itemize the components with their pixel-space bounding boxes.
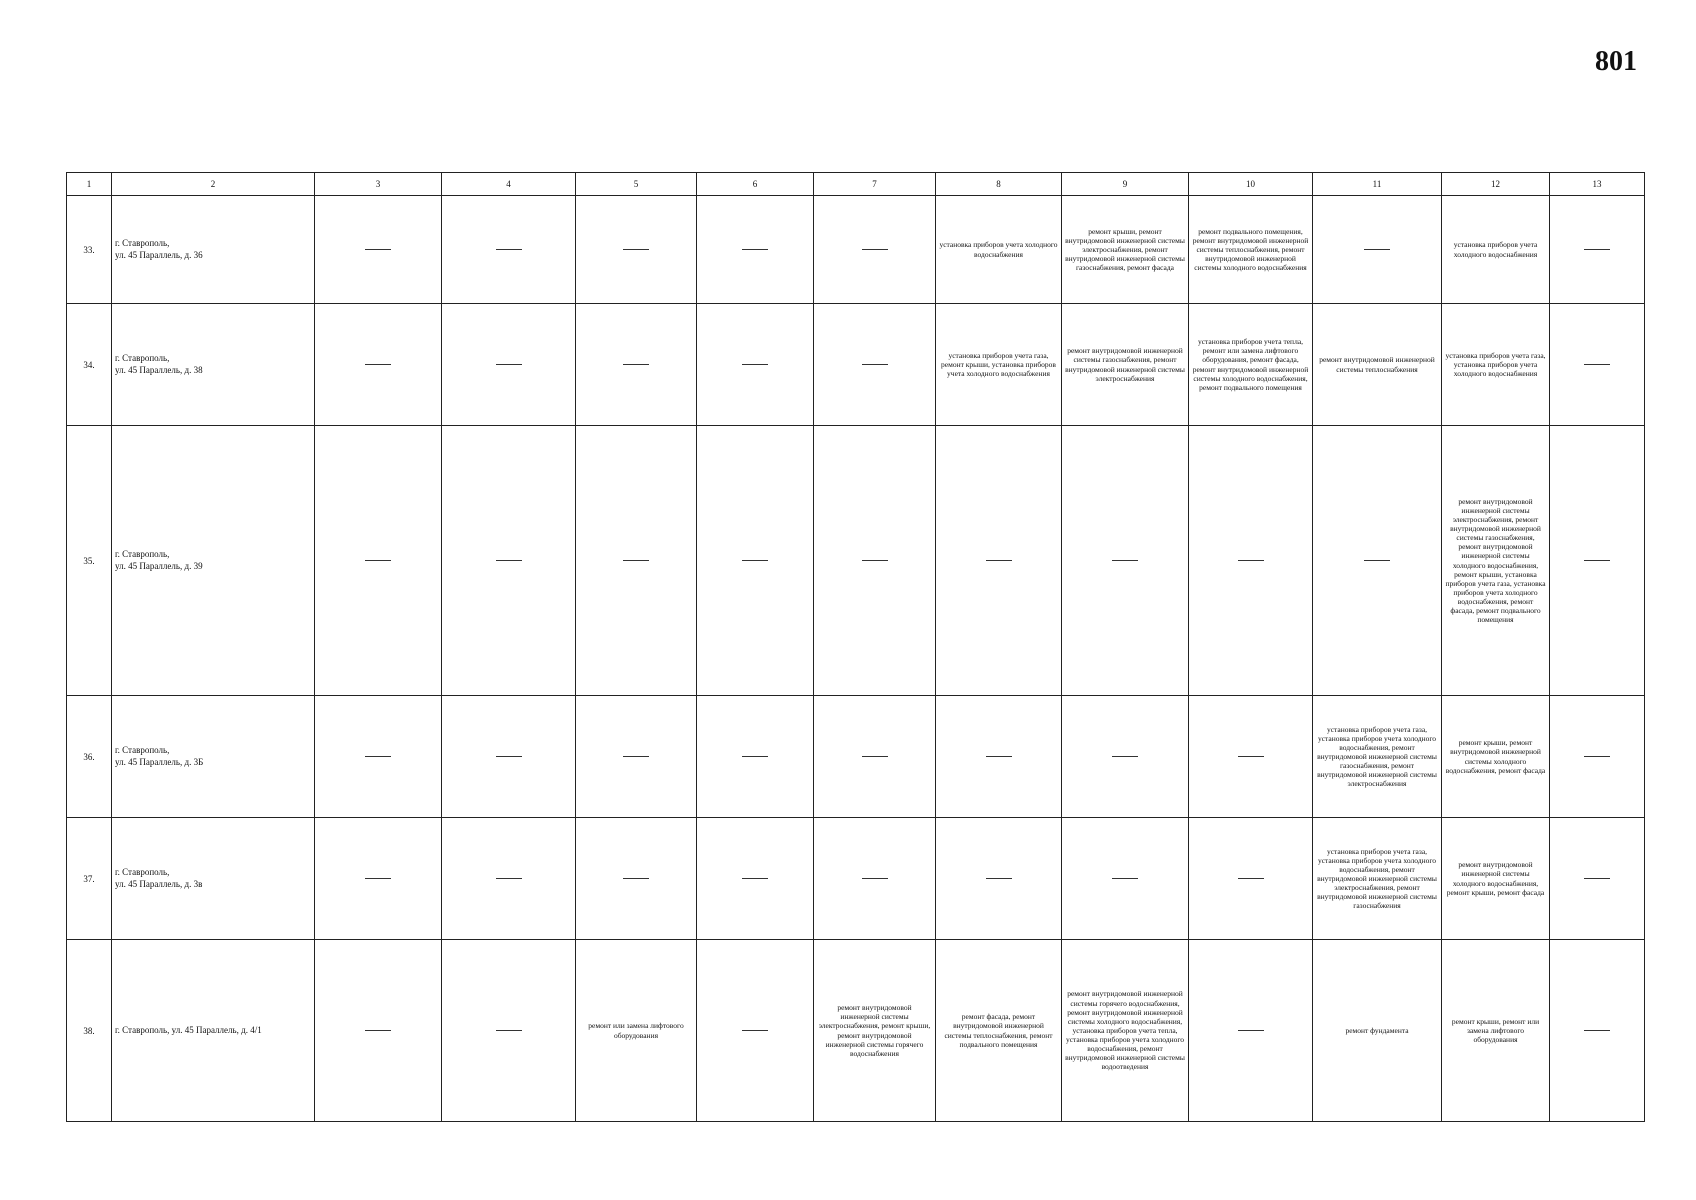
- empty-cell: [697, 940, 814, 1122]
- empty-cell: [1189, 940, 1313, 1122]
- column-number-row: [67, 173, 1645, 196]
- empty-cell: [1062, 426, 1189, 696]
- empty-cell: [1550, 196, 1645, 304]
- empty-cell: [1062, 818, 1189, 940]
- empty-cell: [576, 196, 697, 304]
- column-header: 5: [576, 173, 697, 196]
- empty-cell: [814, 696, 936, 818]
- work-cell: ремонт крыши, ремонт или замена лифтового оборудования: [1442, 940, 1550, 1122]
- table-row: [67, 940, 1645, 1122]
- empty-cell: [697, 696, 814, 818]
- dash-mark: [496, 756, 522, 757]
- dash-mark: [862, 249, 888, 250]
- work-cell: ремонт или замена лифтового оборудования: [576, 940, 697, 1122]
- empty-cell: [1189, 426, 1313, 696]
- dash-mark: [1238, 560, 1264, 561]
- dash-mark: [365, 1030, 391, 1031]
- dash-mark: [742, 1030, 768, 1031]
- dash-mark: [862, 756, 888, 757]
- repair-schedule-table: [66, 172, 1645, 1122]
- dash-mark: [862, 560, 888, 561]
- dash-mark: [1364, 560, 1390, 561]
- dash-mark: [365, 364, 391, 365]
- row-number: 33.: [67, 196, 112, 304]
- work-cell: ремонт фундамента: [1313, 940, 1442, 1122]
- work-cell: установка приборов учета холодного водоснабжения: [1442, 196, 1550, 304]
- address-cell: г. Ставрополь, ул. 45 Параллель, д. 38: [112, 304, 315, 426]
- empty-cell: [1550, 304, 1645, 426]
- dash-mark: [742, 364, 768, 365]
- dash-mark: [742, 560, 768, 561]
- empty-cell: [1550, 940, 1645, 1122]
- dash-mark: [623, 249, 649, 250]
- work-cell: ремонт внутридомовой инженерной системы электроснабжения, ремонт крыши, ремонт внутридомовой инженерной системы горячего водоснабжения: [814, 940, 936, 1122]
- empty-cell: [442, 196, 576, 304]
- row-number: 35.: [67, 426, 112, 696]
- table-body: [67, 196, 1645, 1122]
- empty-cell: [936, 696, 1062, 818]
- column-header: 8: [936, 173, 1062, 196]
- empty-cell: [814, 196, 936, 304]
- column-header: 2: [112, 173, 315, 196]
- address-cell: г. Ставрополь, ул. 45 Параллель, д. 4/1: [112, 940, 315, 1122]
- dash-mark: [623, 756, 649, 757]
- table-row: [67, 696, 1645, 818]
- empty-cell: [1313, 196, 1442, 304]
- work-cell: установка приборов учета газа, установка приборов учета холодного водоснабжения, ремонт внутридомовой инженерной системы газоснабжения, ремонт внутридомовой инженерной системы электроснабжения: [1313, 696, 1442, 818]
- empty-cell: [315, 196, 442, 304]
- table-header: [67, 173, 1645, 196]
- dash-mark: [986, 560, 1012, 561]
- row-number: 37.: [67, 818, 112, 940]
- table-row: [67, 196, 1645, 304]
- empty-cell: [697, 818, 814, 940]
- work-cell: установка приборов учета тепла, ремонт или замена лифтового оборудования, ремонт фасада, ремонт внутридомовой инженерной системы холодного водоснабжения, ремонт подвального помещения: [1189, 304, 1313, 426]
- dash-mark: [742, 756, 768, 757]
- work-cell: ремонт внутридомовой инженерной системы теплоснабжения: [1313, 304, 1442, 426]
- dash-mark: [862, 364, 888, 365]
- column-header: 3: [315, 173, 442, 196]
- empty-cell: [576, 426, 697, 696]
- work-cell: установка приборов учета газа, установка приборов учета холодного водоснабжения: [1442, 304, 1550, 426]
- dash-mark: [1364, 249, 1390, 250]
- empty-cell: [1189, 696, 1313, 818]
- empty-cell: [1550, 696, 1645, 818]
- column-header: 11: [1313, 173, 1442, 196]
- dash-mark: [1584, 878, 1610, 879]
- work-cell: установка приборов учета газа, установка приборов учета холодного водоснабжения, ремонт внутридомовой инженерной системы электроснабжения, ремонт внутридомовой инженерной системы газоснабжения: [1313, 818, 1442, 940]
- empty-cell: [1550, 426, 1645, 696]
- dash-mark: [1238, 1030, 1264, 1031]
- address-cell: г. Ставрополь, ул. 45 Параллель, д. 39: [112, 426, 315, 696]
- empty-cell: [936, 818, 1062, 940]
- dash-mark: [1238, 878, 1264, 879]
- dash-mark: [496, 1030, 522, 1031]
- empty-cell: [442, 818, 576, 940]
- work-cell: ремонт фасада, ремонт внутридомовой инженерной системы теплоснабжения, ремонт подвального помещения: [936, 940, 1062, 1122]
- dash-mark: [496, 560, 522, 561]
- empty-cell: [1550, 818, 1645, 940]
- column-header: 6: [697, 173, 814, 196]
- dash-mark: [1112, 878, 1138, 879]
- empty-cell: [576, 696, 697, 818]
- empty-cell: [1313, 426, 1442, 696]
- work-cell: ремонт внутридомовой инженерной системы холодного водоснабжения, ремонт крыши, ремонт фасада: [1442, 818, 1550, 940]
- dash-mark: [742, 878, 768, 879]
- table-row: [67, 818, 1645, 940]
- empty-cell: [315, 818, 442, 940]
- dash-mark: [623, 878, 649, 879]
- empty-cell: [936, 426, 1062, 696]
- empty-cell: [814, 426, 936, 696]
- dash-mark: [986, 756, 1012, 757]
- work-cell: ремонт крыши, ремонт внутридомовой инженерной системы электроснабжения, ремонт внутридомовой инженерной системы газоснабжения, ремонт фасада: [1062, 196, 1189, 304]
- work-cell: ремонт внутридомовой инженерной системы электроснабжения, ремонт внутридомовой инженерной системы газоснабжения, ремонт внутридомовой инженерной системы холодного водоснабжения, ремонт крыши, установка приборов учета газа, установка приборов учета холодного водоснабжения, ремонт фасада, ремонт подвального помещения: [1442, 426, 1550, 696]
- work-cell: ремонт внутридомовой инженерной системы газоснабжения, ремонт внутридомовой инженерной системы электроснабжения: [1062, 304, 1189, 426]
- dash-mark: [1584, 560, 1610, 561]
- dash-mark: [496, 364, 522, 365]
- empty-cell: [1189, 818, 1313, 940]
- empty-cell: [315, 696, 442, 818]
- dash-mark: [365, 756, 391, 757]
- empty-cell: [442, 304, 576, 426]
- work-cell: ремонт подвального помещения, ремонт внутридомовой инженерной системы теплоснабжения, ремонт внутридомовой инженерной системы холодного водоснабжения: [1189, 196, 1313, 304]
- dash-mark: [365, 560, 391, 561]
- column-header: 1: [67, 173, 112, 196]
- dash-mark: [1112, 756, 1138, 757]
- work-cell: ремонт внутридомовой инженерной системы горячего водоснабжения, ремонт внутридомовой инженерной системы холодного водоснабжения, установка приборов учета тепла, установка приборов учета холодного водоснабжения, ремонт внутридомовой инженерной системы водоотведения: [1062, 940, 1189, 1122]
- column-header: 9: [1062, 173, 1189, 196]
- row-number: 38.: [67, 940, 112, 1122]
- empty-cell: [697, 426, 814, 696]
- empty-cell: [697, 304, 814, 426]
- column-header: 4: [442, 173, 576, 196]
- dash-mark: [365, 878, 391, 879]
- empty-cell: [442, 426, 576, 696]
- address-cell: г. Ставрополь, ул. 45 Параллель, д. 3Б: [112, 696, 315, 818]
- empty-cell: [1062, 696, 1189, 818]
- empty-cell: [315, 426, 442, 696]
- column-header: 7: [814, 173, 936, 196]
- dash-mark: [1584, 364, 1610, 365]
- dash-mark: [623, 364, 649, 365]
- empty-cell: [814, 818, 936, 940]
- address-cell: г. Ставрополь, ул. 45 Параллель, д. 3в: [112, 818, 315, 940]
- dash-mark: [1238, 756, 1264, 757]
- table-row: [67, 304, 1645, 426]
- dash-mark: [862, 878, 888, 879]
- dash-mark: [496, 249, 522, 250]
- empty-cell: [442, 940, 576, 1122]
- dash-mark: [365, 249, 391, 250]
- page-number: 801: [1595, 46, 1637, 77]
- empty-cell: [697, 196, 814, 304]
- address-cell: г. Ставрополь, ул. 45 Параллель, д. 36: [112, 196, 315, 304]
- column-header: 12: [1442, 173, 1550, 196]
- dash-mark: [1584, 756, 1610, 757]
- column-header: 13: [1550, 173, 1645, 196]
- row-number: 36.: [67, 696, 112, 818]
- work-cell: установка приборов учета газа, ремонт крыши, установка приборов учета холодного водоснабжения: [936, 304, 1062, 426]
- dash-mark: [1584, 1030, 1610, 1031]
- empty-cell: [814, 304, 936, 426]
- empty-cell: [442, 696, 576, 818]
- column-header: 10: [1189, 173, 1313, 196]
- row-number: 34.: [67, 304, 112, 426]
- work-cell: ремонт крыши, ремонт внутридомовой инженерной системы холодного водоснабжения, ремонт фасада: [1442, 696, 1550, 818]
- empty-cell: [315, 304, 442, 426]
- dash-mark: [496, 878, 522, 879]
- dash-mark: [986, 878, 1012, 879]
- empty-cell: [576, 304, 697, 426]
- dash-mark: [623, 560, 649, 561]
- work-cell: установка приборов учета холодного водоснабжения: [936, 196, 1062, 304]
- table-row: [67, 426, 1645, 696]
- dash-mark: [742, 249, 768, 250]
- empty-cell: [576, 818, 697, 940]
- empty-cell: [315, 940, 442, 1122]
- dash-mark: [1584, 249, 1610, 250]
- dash-mark: [1112, 560, 1138, 561]
